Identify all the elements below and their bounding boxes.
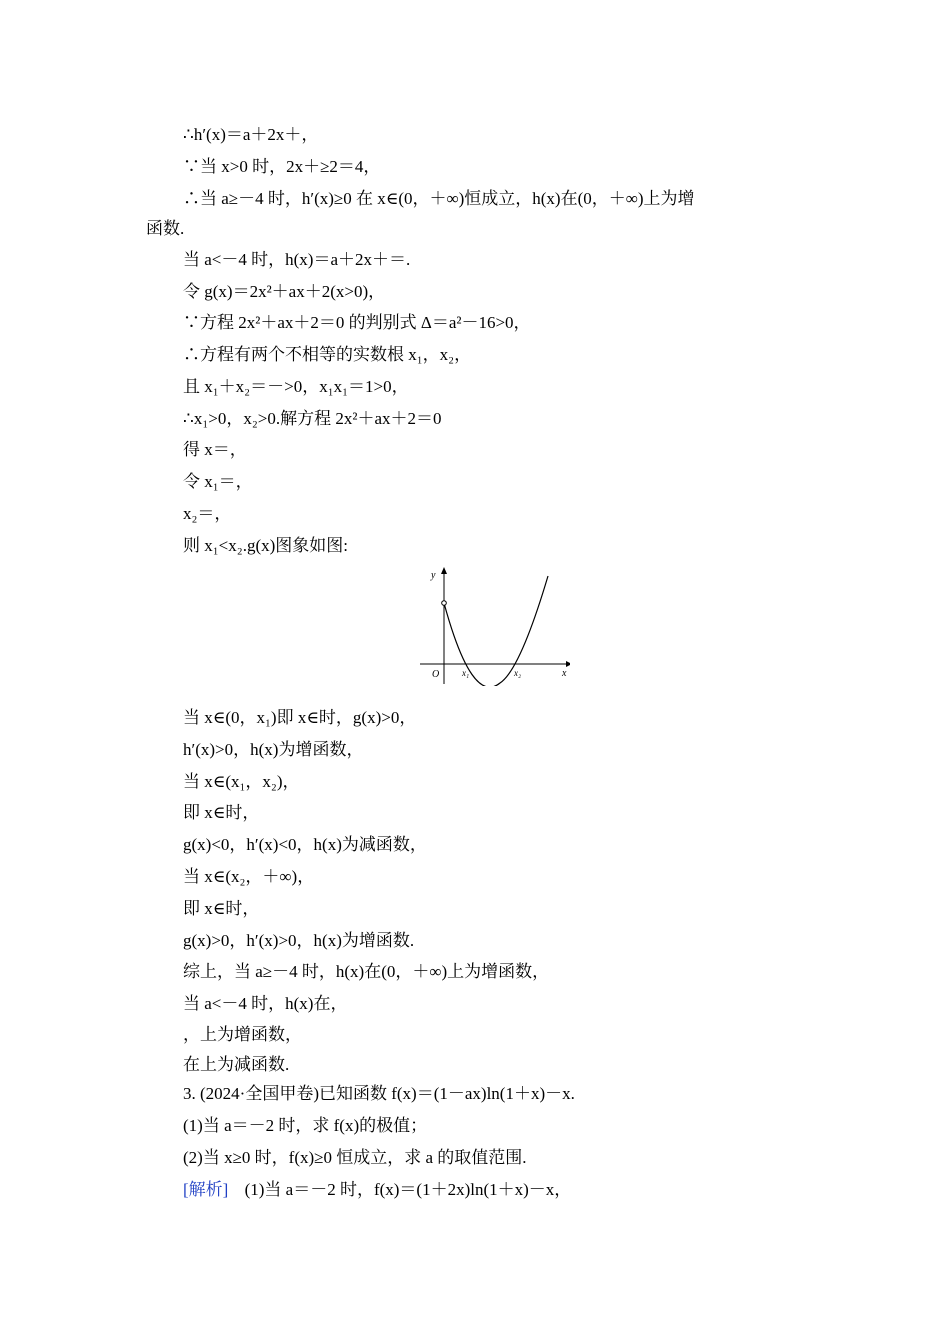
text-line-25: ，上为增函数， xyxy=(183,1025,302,1044)
problem-3-part-2: (2)当 x≥0 时，f(x)≥0 恒成立，求 a 的取值范围. xyxy=(183,1148,527,1167)
solution-text: (1)当 a＝－2 时，f(x)＝(1＋2x)ln(1＋x)－x， xyxy=(244,1180,572,1199)
text-line-11: 得 x＝， xyxy=(183,440,247,459)
problem-3-part-1: (1)当 a＝－2 时，求 f(x)的极值； xyxy=(183,1116,428,1135)
text-line-7: ∵方程 2x²＋ax＋2＝0 的判别式 Δ＝a²－16>0， xyxy=(183,313,531,332)
text-line-20: 当 x∈(x₂，＋∞)， xyxy=(183,867,315,886)
text-line-13: x₂＝， xyxy=(183,504,232,523)
text-line-1: ∴h′(x)＝a＋2x＋， xyxy=(183,125,319,144)
text-line-15: 当 x∈(0，x₁)即 x∈时，g(x)>0， xyxy=(183,708,417,727)
text-line-2: ∵当 x>0 时，2x＋≥2＝4， xyxy=(183,157,381,176)
text-line-19: g(x)<0，h′(x)<0，h(x)为减函数， xyxy=(183,835,427,854)
text-line-8: ∴方程有两个不相等的实数根 x₁，x₂， xyxy=(183,345,472,364)
y-axis-label: y xyxy=(431,570,436,581)
text-line-14: 则 x₁<x₂.g(x)图象如图: xyxy=(183,536,348,555)
root1-label: x₁ xyxy=(462,668,470,678)
solution-tag: [解析] xyxy=(183,1180,229,1199)
y-axis-arrow xyxy=(441,567,447,574)
origin-label: O xyxy=(432,669,440,680)
text-line-24: 当 a<－4 时，h(x)在， xyxy=(183,994,348,1013)
root2-label: x₂ xyxy=(514,668,522,678)
parabola-graph xyxy=(420,566,570,686)
text-line-5: 当 a<－4 时，h(x)＝a＋2x＋＝. xyxy=(183,250,411,269)
text-line-10: ∴x₁>0，x₂>0.解方程 2x²＋ax＋2＝0 xyxy=(183,409,442,428)
text-line-26: 在上为减函数. xyxy=(183,1055,290,1074)
text-line-18: 即 x∈时， xyxy=(183,803,260,822)
text-line-23: 综上，当 a≥－4 时，h(x)在(0，＋∞)上为增函数， xyxy=(183,962,550,981)
parabola-curve xyxy=(444,576,548,686)
text-line-6: 令 g(x)＝2x²＋ax＋2(x>0)， xyxy=(183,282,386,301)
x-axis-arrow xyxy=(566,661,570,667)
text-line-9: 且 x₁＋x₂＝－>0，x₁x₁＝1>0， xyxy=(183,377,409,396)
text-line-3: ∴当 a≥－4 时，h′(x)≥0 在 x∈(0，＋∞)恒成立，h(x)在(0，＋∞)上为增 xyxy=(183,189,695,208)
text-line-21: 即 x∈时， xyxy=(183,899,260,918)
x-axis-label: x xyxy=(562,668,567,679)
open-endpoint xyxy=(442,601,447,606)
problem-3-statement: 3. (2024·全国甲卷)已知函数 f(x)＝(1－ax)ln(1＋x)－x. xyxy=(183,1084,575,1103)
solution-line xyxy=(183,1180,571,1200)
text-line-16: h′(x)>0，h(x)为增函数， xyxy=(183,740,364,759)
text-line-4: 函数. xyxy=(146,219,185,238)
text-line-12: 令 x₁＝， xyxy=(183,472,253,491)
text-line-22: g(x)>0，h′(x)>0，h(x)为增函数. xyxy=(183,931,415,950)
text-line-17: 当 x∈(x₁，x₂)， xyxy=(183,772,300,791)
